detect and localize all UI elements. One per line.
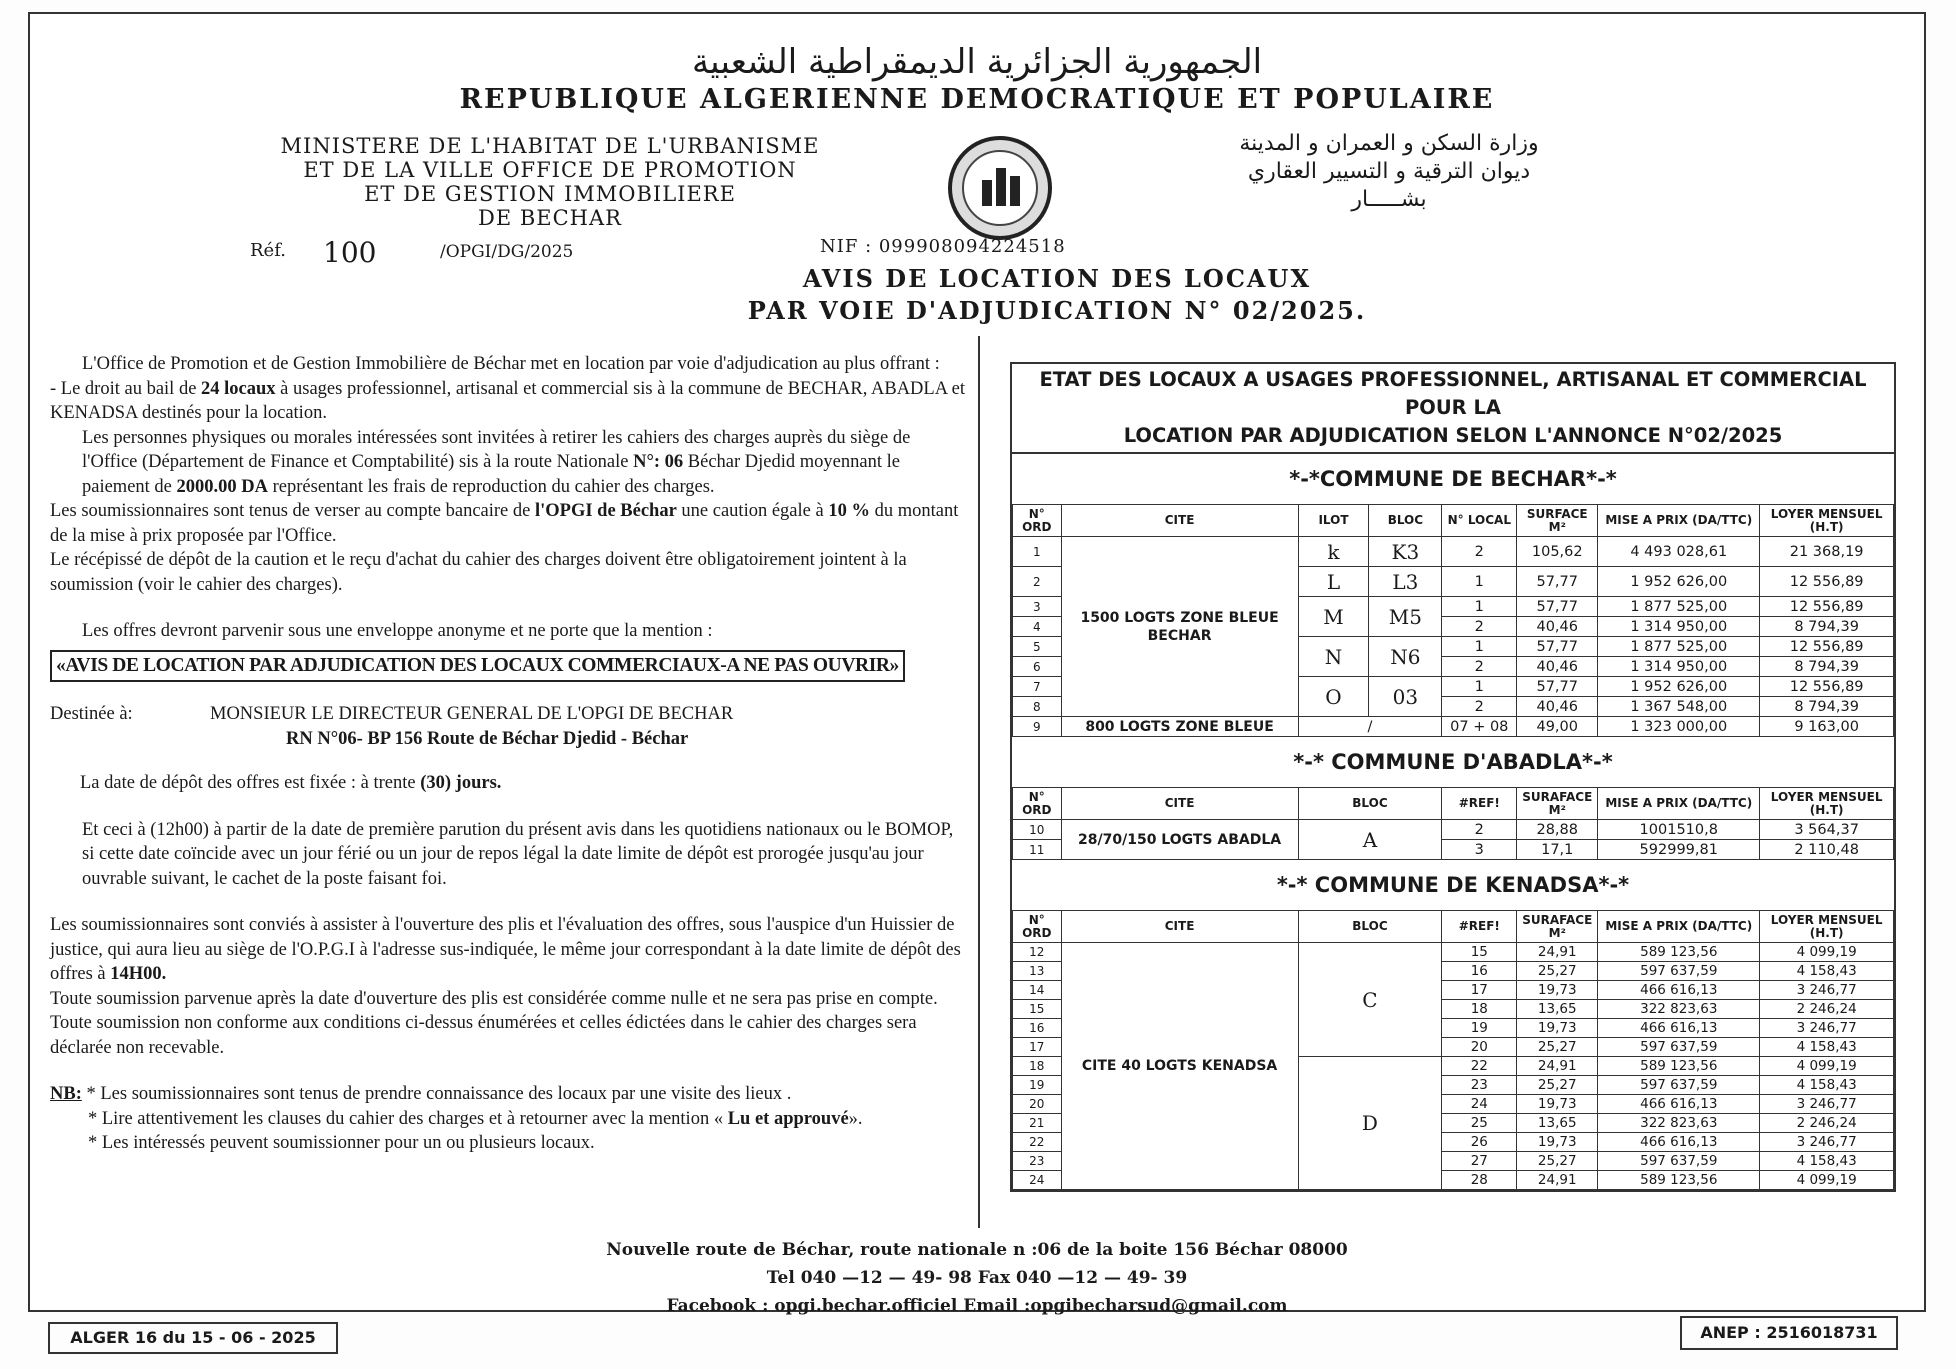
col-header: N° ORD: [1013, 505, 1062, 537]
col-header: LOYER MENSUEL (H.T): [1760, 788, 1894, 820]
envelope-mention: «AVIS DE LOCATION PAR ADJUDICATION DES LOCAUX COMMERCIAUX-A NE PAS OUVRIR»: [50, 650, 905, 683]
table-row: 18 D 22 24,91 589 123,56 4 099,19: [1013, 1057, 1894, 1076]
table-row: 11 3 17,1 592999,81 2 110,48: [1013, 840, 1894, 860]
table-row: 15 18 13,65 322 823,63 2 246,24: [1013, 1000, 1894, 1019]
table-row: 12 CITE 40 LOGTS KENADSA C 15 24,91 589 123,56 4 099,19: [1013, 943, 1894, 962]
col-header: LOYER MENSUEL (H.T): [1760, 911, 1894, 943]
col-header: CITE: [1061, 911, 1298, 943]
table-row: 23 27 25,27 597 637,59 4 158,43: [1013, 1152, 1894, 1171]
col-header: SURAFACE M²: [1517, 911, 1598, 943]
announcement-body: [50, 352, 970, 1156]
offers-paragraph: Les offres devront parvenir sous une enveloppe anonyme et ne porte que la mention :: [82, 621, 713, 641]
receipt-paragraph: Le récépissé de dépôt de la caution et le reçu d'achat du cahier des charges doivent être obligatoirement jointent à la soumission (voir le cahier des charges).: [50, 550, 907, 595]
table-row: 9 800 LOGTS ZONE BLEUE / 07 + 08 49,00 1 323 000,00 9 163,00: [1013, 717, 1894, 737]
opening-paragraph: Les soumissionnaires sont conviés à assister à l'ouverture des plis et l'évaluation des offres, sous l'auspice d'un Huissier de justice, qui aura lieu au siège de l'O.P.G.I à l'adresse sus-indiquée, le même jour correspondant à la date limite de dépôt des offres à 14H00.: [50, 915, 961, 984]
table-row: 22 26 19,73 466 616,13 3 246,77: [1013, 1133, 1894, 1152]
ministry-fr-line: ET DE GESTION IMMOBILIERE: [364, 182, 736, 206]
nonconform-paragraph: Toute soumission non conforme aux conditions ci-dessus énumérées et celles édictées dans le cahier des charges sera déclarée non recevable.: [50, 1013, 917, 1058]
col-header: #REF!: [1442, 911, 1517, 943]
col-header: N° ORD: [1013, 788, 1062, 820]
table-row: 19 23 25,27 597 637,59 4 158,43: [1013, 1076, 1894, 1095]
cite-cell: 1500 LOGTS ZONE BLEUE BECHAR: [1061, 537, 1298, 717]
footer-address: Nouvelle route de Béchar, route nationale n :06 de la boite 156 Béchar 08000: [606, 1240, 1348, 1260]
ministry-fr-line: ET DE LA VILLE OFFICE DE PROMOTION: [303, 158, 797, 182]
destination-block: [50, 702, 970, 751]
table-row: 10 28/70/150 LOGTS ABADLA A 2 28,88 1001510,8 3 564,37: [1013, 820, 1894, 840]
col-header: N° ORD: [1013, 911, 1062, 943]
col-header: MISE A PRIX (DA/TTC): [1598, 911, 1760, 943]
commune-kenadsa-heading: *-* COMMUNE DE KENADSA*-*: [1276, 873, 1630, 897]
opgi-logo: [948, 136, 1052, 240]
ref-label: Réf.: [250, 240, 286, 261]
ministry-ar-line: وزارة السكن و العمران و المدينة: [1239, 131, 1539, 156]
table-row: 1 1500 LOGTS ZONE BLEUE BECHAR k K3 2 105,62 4 493 028,61 21 368,19: [1013, 537, 1894, 567]
destination-address: RN N°06- BP 156 Route de Béchar Djedid - Béchar: [286, 728, 689, 749]
ref-code: /OPGI/DG/2025: [440, 242, 574, 262]
abadla-table: [1012, 787, 1894, 860]
table-row: 16 19 19,73 466 616,13 3 246,77: [1013, 1019, 1894, 1038]
table-row: 21 25 13,65 322 823,63 2 246,24: [1013, 1114, 1894, 1133]
table-row: 3 M M5 1 57,77 1 877 525,00 12 556,89: [1013, 597, 1894, 617]
table-row: 4 2 40,46 1 314 950,00 8 794,39: [1013, 617, 1894, 637]
kenadsa-table: [1012, 910, 1894, 1190]
late-submission-paragraph: Toute soumission parvenue après la date d'ouverture des plis est considérée comme nulle et ne sera pas prise en compte.: [50, 988, 938, 1009]
column-divider: [978, 336, 980, 1228]
col-header: LOYER MENSUEL (H.T): [1760, 505, 1894, 537]
deposit-paragraph: Les soumissionnaires sont tenus de verser au compte bancaire de l'OPGI de Béchar une caution égale à 10 % du montant de la mise à prix proposée par l'Office.: [50, 501, 959, 546]
nb-line-1: NB: * Les soumissionnaires sont tenus de prendre connaissance des locaux par une visite des lieux .: [50, 1084, 792, 1104]
destination-name: MONSIEUR LE DIRECTEUR GENERAL DE L'OPGI DE BECHAR: [210, 704, 734, 724]
footer-phone: Tel 040 —12 — 49- 98 Fax 040 —12 — 49- 39: [766, 1268, 1188, 1288]
deadline-paragraph: La date de dépôt des offres est fixée : à trente (30) jours.: [80, 773, 502, 793]
table-row: 5 N N6 1 57,77 1 877 525,00 12 556,89: [1013, 637, 1894, 657]
col-header: SURAFACE M²: [1517, 788, 1598, 820]
table-row: 13 16 25,27 597 637,59 4 158,43: [1013, 962, 1894, 981]
table-row: 6 2 40,46 1 314 950,00 8 794,39: [1013, 657, 1894, 677]
lease-paragraph: - Le droit au bail de 24 locaux à usages professionnel, artisanal et commercial sis à la commune de BECHAR, ABADLA et KENADSA destinés pour la location.: [50, 378, 966, 423]
commune-bechar-heading: *-*COMMUNE DE BECHAR*-*: [1289, 467, 1617, 491]
french-republic-title: REPUBLIQUE ALGERIENNE DEMOCRATIQUE ET POPULAIRE: [459, 84, 1495, 115]
col-header: ILOT: [1298, 505, 1369, 537]
ministry-ar: [1159, 130, 1619, 214]
table-row: 8 2 40,46 1 367 548,00 8 794,39: [1013, 697, 1894, 717]
table-row: 14 17 19,73 466 616,13 3 246,77: [1013, 981, 1894, 1000]
ministry-ar-line: ديوان الترقية و التسيير العقاري: [1247, 159, 1531, 184]
arabic-republic-title: الجمهورية الجزائرية الديمقراطية الشعبية: [691, 42, 1263, 82]
nb-line-3: * Les intéressés peuvent soumissionner pour un ou plusieurs locaux.: [88, 1133, 595, 1153]
ministry-fr: [230, 134, 870, 230]
table-row: 24 28 24,91 589 123,56 4 099,19: [1013, 1171, 1894, 1190]
table-row: 20 24 19,73 466 616,13 3 246,77: [1013, 1095, 1894, 1114]
locaux-table-panel: [1010, 362, 1896, 1192]
table-title-line: ETAT DES LOCAUX A USAGES PROFESSIONNEL, ARTISANAL ET COMMERCIAL POUR LA: [1039, 368, 1867, 419]
col-header: MISE A PRIX (DA/TTC): [1598, 505, 1760, 537]
bechar-table: [1012, 504, 1894, 737]
avis-title-line2: PAR VOIE D'ADJUDICATION N° 02/2025.: [747, 296, 1367, 325]
nb-line-2: * Lire attentivement les clauses du cahier des charges et à retourner avec la mention « Lu et approuvé».: [88, 1108, 863, 1129]
avis-title-line1: AVIS DE LOCATION DES LOCAUX: [802, 264, 1312, 293]
col-header: CITE: [1061, 505, 1298, 537]
timing-paragraph: Et ceci à (12h00) à partir de la date de première parution du présent avis dans les quotidiens nationaux ou le BOMOP, si cette date coïncide avec un jour férié ou un jour de repos légal la date limite de dépôt est prorogée jusqu'au jour ouvrable suivant, le cachet de la poste faisant foi.: [82, 819, 954, 889]
col-header: SURFACE M²: [1517, 505, 1598, 537]
table-title: [1012, 364, 1894, 454]
anep-number-box: ANEP : 2516018731: [1680, 1316, 1898, 1350]
table-row: 7 O 03 1 57,77 1 952 626,00 12 556,89: [1013, 677, 1894, 697]
table-row: 2 L L3 1 57,77 1 952 626,00 12 556,89: [1013, 567, 1894, 597]
withdraw-paragraph: Les personnes physiques ou morales intéressées sont invitées à retirer les cahiers des charges auprès du siège de l'Office (Département de Finance et Comptabilité) sis à la route Nationale N°: 06 Béchar Djedid moyennant le paiement de 2000.00 DA représentant les frais de reproduction du cahier des charges.: [82, 427, 911, 497]
announcement-page: [28, 12, 1926, 1316]
col-header: MISE A PRIX (DA/TTC): [1598, 788, 1760, 820]
ref-number: 100: [323, 236, 377, 269]
col-header: #REF!: [1442, 788, 1517, 820]
publication-date-box: ALGER 16 du 15 - 06 - 2025: [48, 1322, 338, 1354]
col-header: N° LOCAL: [1442, 505, 1517, 537]
col-header: BLOC: [1298, 788, 1442, 820]
table-title-line: LOCATION PAR ADJUDICATION SELON L'ANNONCE N°02/2025: [1123, 424, 1783, 447]
col-header: BLOC: [1369, 505, 1442, 537]
footer-contact: Facebook : opgi.bechar.officiel Email :opgibecharsud@gmail.com: [666, 1296, 1288, 1316]
col-header: CITE: [1061, 788, 1298, 820]
table-row: 17 20 25,27 597 637,59 4 158,43: [1013, 1038, 1894, 1057]
ministry-fr-line: DE BECHAR: [478, 206, 622, 230]
commune-abadla-heading: *-* COMMUNE D'ABADLA*-*: [1293, 750, 1613, 774]
nif-number: NIF : 099908094224518: [820, 236, 1066, 257]
ministry-fr-line: MINISTERE DE L'HABITAT DE L'URBANISME: [280, 134, 820, 158]
destination-label: Destinée à:: [50, 704, 133, 724]
ministry-ar-line: بشـــــار: [1351, 187, 1427, 212]
intro-paragraph: L'Office de Promotion et de Gestion Immobilière de Béchar met en location par voie d'adjudication au plus offrant :: [82, 354, 940, 374]
col-header: BLOC: [1298, 911, 1442, 943]
